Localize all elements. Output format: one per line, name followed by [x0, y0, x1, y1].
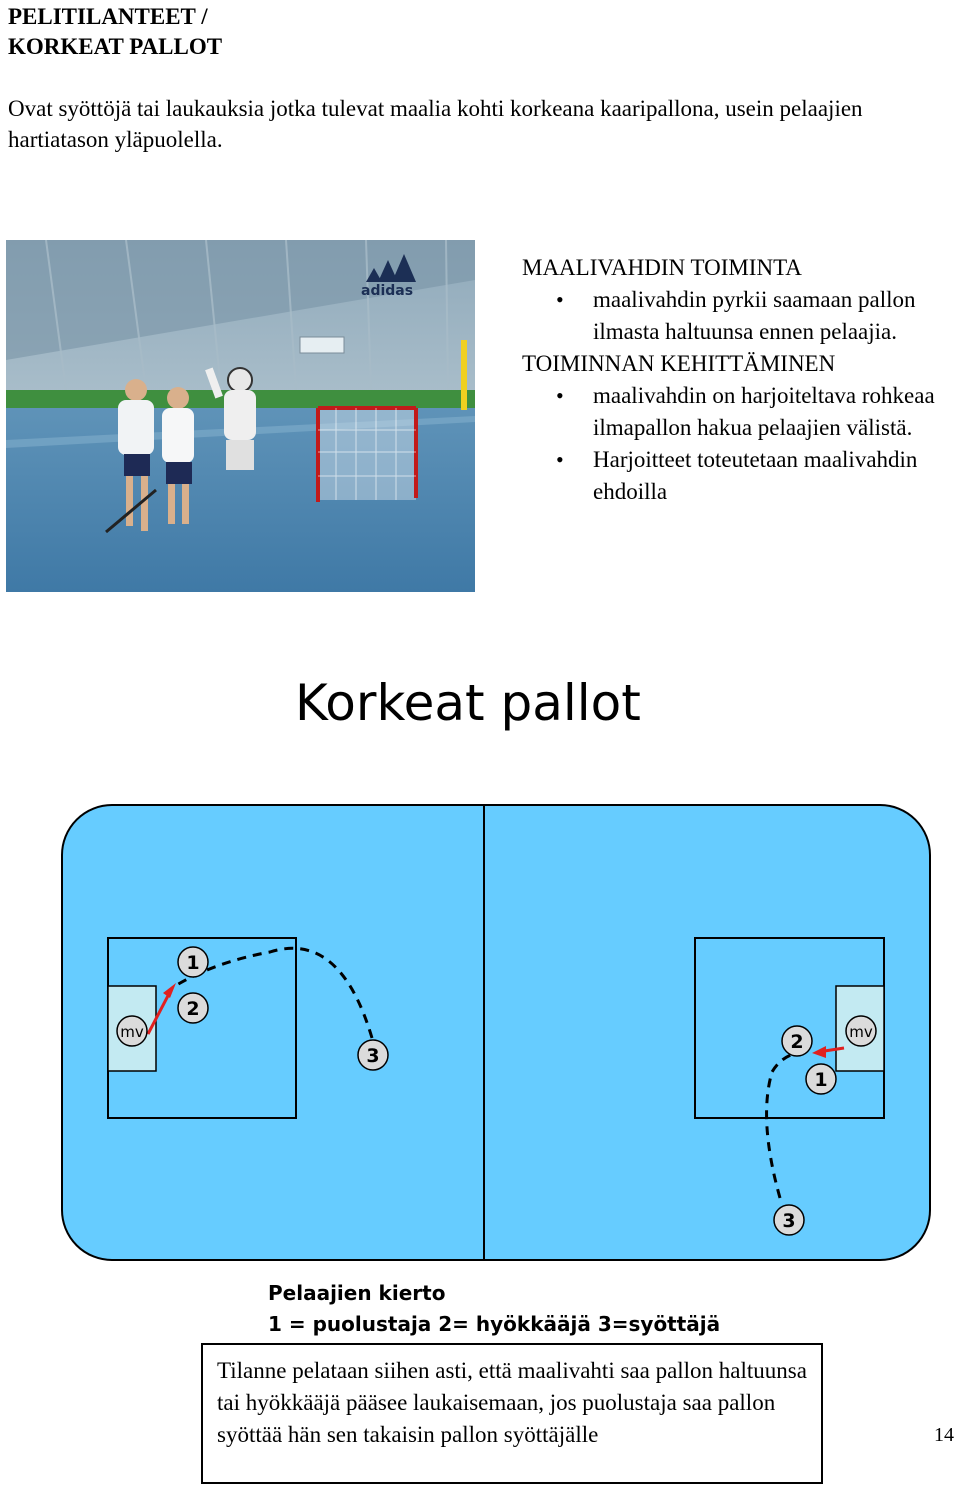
marker-right-2 [782, 1026, 812, 1056]
photo-illustration [6, 240, 475, 592]
rules-note: Tilanne pelataan siihen asti, että maalivahti saa pallon haltuunsa tai hyökkääjä pääsee laukaisemaan, jos puolustaja saa pallon syöttää hän sen takaisin pallon syöttäjälle [201, 1343, 823, 1484]
section1-title: MAALIVAHDIN TOIMINTA [522, 255, 802, 280]
section2-list [522, 380, 952, 508]
rotation-legend [268, 1278, 720, 1340]
section2-item: • Harjoitteet toteutetaan maalivahdin ehdoilla [522, 444, 952, 508]
goalie-right-label: mv [849, 1023, 873, 1041]
page-heading [8, 2, 222, 62]
section2-title: TOIMINNAN KEHITTÄMINEN [522, 351, 836, 376]
marker-left-1 [178, 947, 208, 977]
rotation-roles: 1 = puolustaja 2= hyökkääjä 3=syöttäjä [268, 1312, 721, 1336]
goalie-right [846, 1016, 876, 1046]
marker-left-3-label: 3 [366, 1045, 380, 1067]
marker-left-2 [178, 993, 208, 1023]
adidas-sign: adidas [361, 283, 414, 299]
marker-right-3-label: 3 [782, 1210, 796, 1232]
goalie-info [522, 252, 952, 508]
diagram-title: Korkeat pallot [295, 674, 641, 732]
section1-list [522, 284, 952, 348]
rink-diagram [58, 670, 938, 1270]
marker-right-2-label: 2 [790, 1031, 804, 1053]
rotation-title: Pelaajien kierto [268, 1281, 446, 1305]
marker-right-1 [806, 1064, 836, 1094]
training-photo [6, 240, 475, 592]
goalie-left-label: mv [120, 1023, 144, 1041]
intro-paragraph: Ovat syöttöjä tai laukauksia jotka tulevat maalia kohti korkeana kaaripallona, usein pelaajien hartiatason yläpuolella. [8, 96, 863, 152]
goalie-left [117, 1016, 147, 1046]
marker-left-2-label: 2 [186, 998, 200, 1020]
page-number: 14 [934, 1424, 954, 1446]
section1-item: • maalivahdin pyrkii saamaan pallon ilmasta haltuunsa ennen pelaajia. [522, 284, 952, 348]
marker-right-3 [774, 1205, 804, 1235]
heading-line-1: PELITILANTEET / [8, 4, 208, 29]
yellow-pole [461, 340, 467, 410]
goal-net [318, 408, 416, 502]
sponsor-sign [300, 337, 344, 353]
section2-item: • maalivahdin on harjoiteltava rohkeaa ilmapallon hakua pelaajien välistä. [522, 380, 952, 444]
marker-left-3 [358, 1040, 388, 1070]
marker-right-1-label: 1 [814, 1069, 828, 1091]
marker-left-1-label: 1 [186, 952, 200, 974]
heading-line-2: KORKEAT PALLOT [8, 34, 223, 59]
